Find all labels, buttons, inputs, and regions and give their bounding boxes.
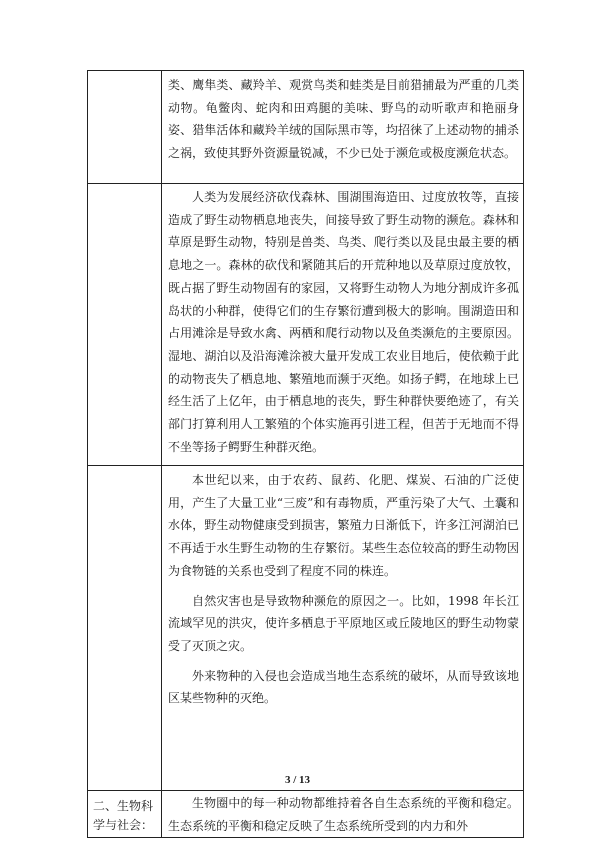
row-label-cell [88, 184, 162, 466]
page-number: 3 / 13 [284, 774, 311, 786]
row-label [88, 466, 161, 472]
row-content-cell [162, 71, 524, 184]
row-label [88, 184, 161, 190]
row-content-cell [162, 791, 524, 838]
paragraph: 外来物种的入侵也会造成当地生态系统的破坏，从而导致该地区某些物种的灭绝。 [168, 668, 519, 706]
row-label [88, 71, 161, 77]
content-table [87, 70, 524, 838]
table-row [88, 71, 524, 184]
table-row [88, 184, 524, 466]
row-content-cell [162, 466, 524, 791]
row-label-cell [88, 71, 162, 184]
paragraph: 自然灾害也是导致物种濒危的原因之一。比如，1998 年长江流域罕见的洪灾，使许多栖息于平原地区或丘陵地区的野生动物蒙受了灭顶之灾。 [168, 593, 519, 653]
row-content-cell [162, 184, 524, 466]
paragraph: 本世纪以来，由于农药、鼠药、化肥、煤炭、石油的广泛使用，产生了大量工业“三废”和有毒物质，严重污染了大气、土囊和水体，野生动物健康受到损害，繁殖力日渐低下，许多江河湖泊已不再适于水生野生动物的生存繁衍。某些生态位较高的野生动物因为食物链的关系也受到了程度不同的株连。 [168, 473, 519, 578]
row-label-cell [88, 791, 162, 838]
paragraph: 生物圈中的每一种动物都维持着各自生态系统的平衡和稳定。生态系统的平衡和稳定反映了生态系统所受到的内力和外 [168, 796, 519, 833]
section-label: 二、生物科学与社会： [93, 799, 154, 832]
table-row [88, 791, 524, 838]
paragraph: 类、鹰隼类、藏羚羊、观赏鸟类和蛙类是目前猎捕最为严重的几类动物。龟鳖肉、蛇肉和田鸡腿的美味、野鸟的动听歌声和艳丽身姿、猎隼活体和藏羚羊绒的国际黑市等，均招徕了上述动物的捕杀之祸，致使其野外资源量锐减，不少已处于濒危或极度濒危状态。 [168, 78, 519, 161]
table-row [88, 466, 524, 791]
paragraph: 人类为发展经济砍伐森林、围湖围海造田、过度放牧等，直接造成了野生动物栖息地丧失，间接导致了野生动物的濒危。森林和草原是野生动物，特别是兽类、鸟类、爬行类以及昆虫最主要的栖息地之一。森林的砍伐和紧随其后的开荒种地以及草原过度放牧，既占据了野生动物固有的家园，又将野生动物人为地分割成许多孤岛状的小种群，使得它们的生存繁衍遭到极大的影响。围湖造田和占用滩涂是导致水禽、两栖和爬行动物以及鱼类濒危的主要原因。湿地、湖泊以及沿海滩涂被大量开发成工农业目地后，使依赖于此的动物丧失了栖息地、繁殖地而濒于灭绝。如扬子鳄，在地球上已经生活了上亿年，由于栖息地的丧失，野生种群快要绝迹了，有关部门打算利用人工繁殖的个体实施再引进工程，但苦于无地而不得不坐等扬子鳄野生种群灭绝。 [168, 190, 519, 454]
row-label-cell [88, 466, 162, 791]
